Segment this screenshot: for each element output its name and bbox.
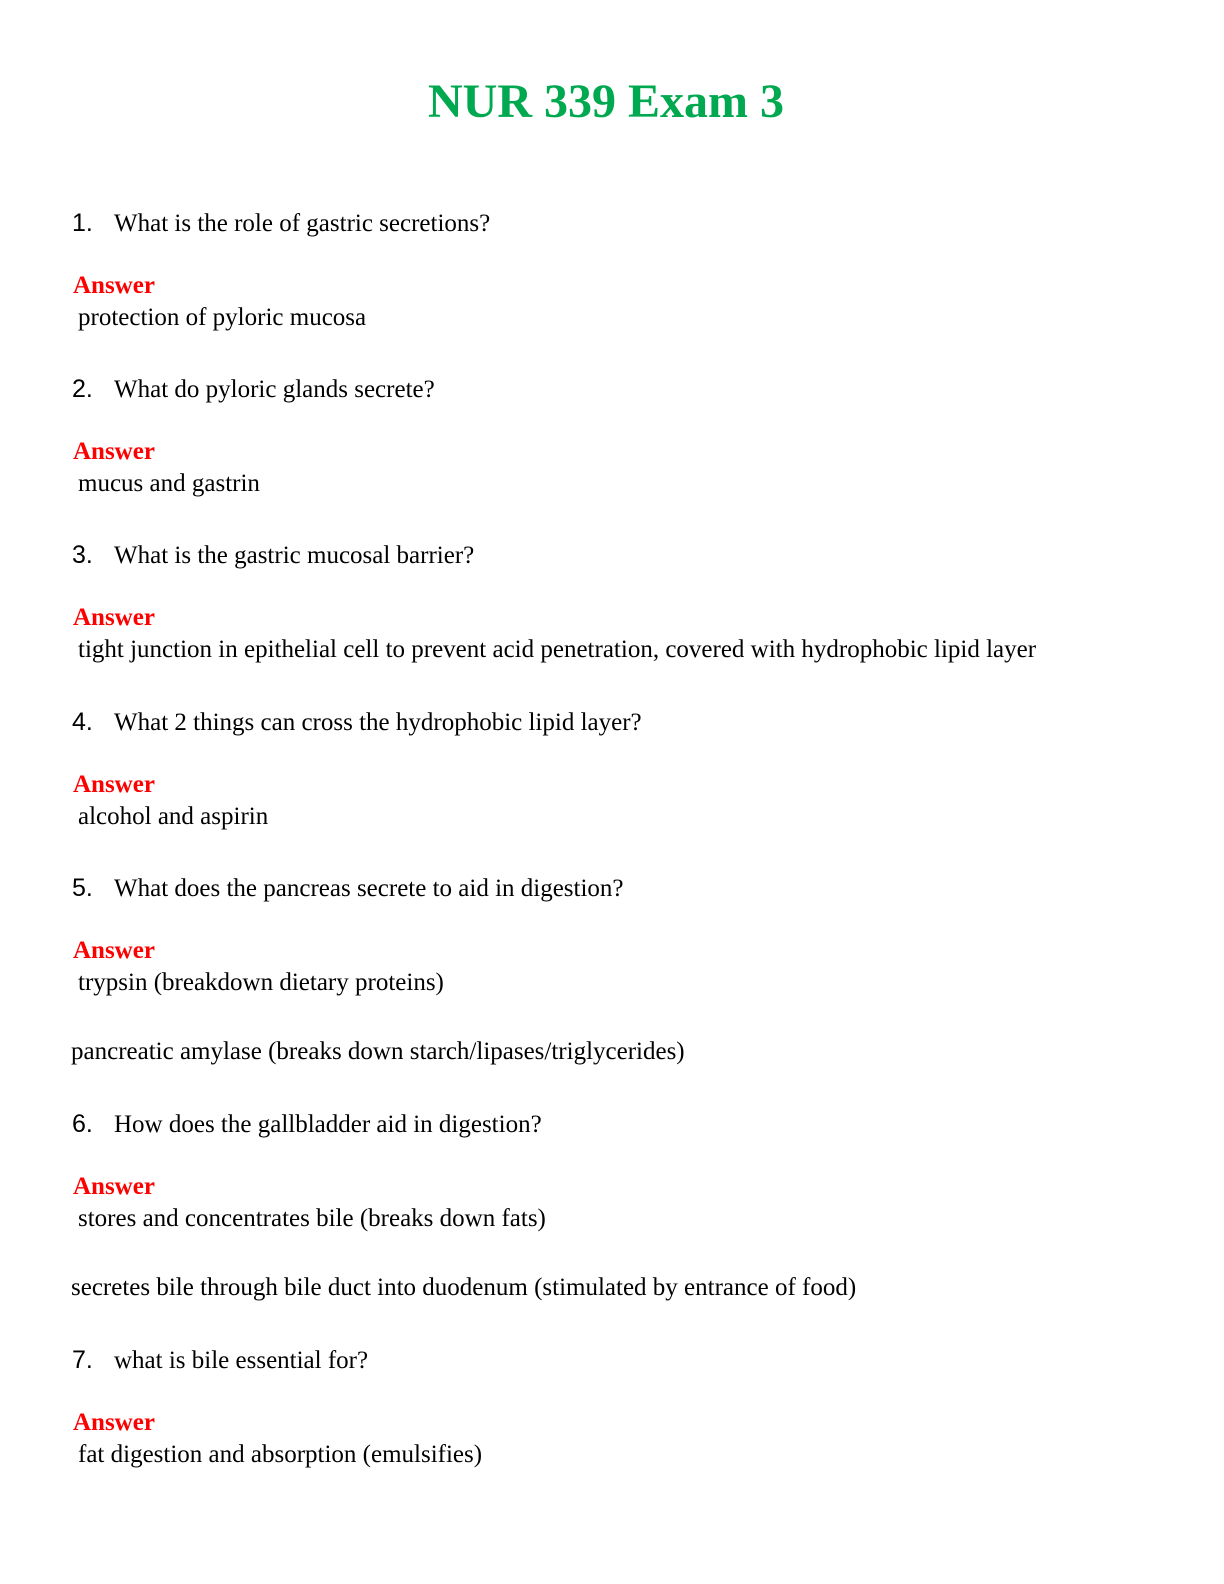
answer-text: mucus and gastrin bbox=[78, 470, 260, 497]
question-3 bbox=[72, 538, 474, 572]
question-4 bbox=[72, 705, 642, 739]
question-number: 1. bbox=[72, 209, 93, 237]
question-text: What does the pancreas secrete to aid in digestion? bbox=[114, 875, 624, 902]
question-text: What 2 things can cross the hydrophobic lipid layer? bbox=[114, 709, 642, 736]
answer-text: protection of pyloric mucosa bbox=[78, 304, 367, 331]
question-number: 3. bbox=[72, 541, 93, 569]
answer-text: tight junction in epithelial cell to prevent acid penetration, covered with hydrophobic lipid layer bbox=[78, 636, 1037, 663]
question-text: What do pyloric glands secrete? bbox=[114, 376, 435, 403]
question-5 bbox=[72, 871, 624, 905]
question-text: what is bile essential for? bbox=[114, 1347, 369, 1374]
question-number: 7. bbox=[72, 1346, 93, 1374]
question-2 bbox=[72, 372, 435, 406]
answer-label: Answer bbox=[73, 1409, 155, 1436]
answer-text: alcohol and aspirin bbox=[78, 803, 269, 830]
question-1 bbox=[72, 206, 490, 240]
question-text: How does the gallbladder aid in digestion? bbox=[114, 1111, 542, 1138]
question-number: 6. bbox=[72, 1110, 93, 1138]
question-text: What is the role of gastric secretions? bbox=[114, 210, 491, 237]
answer-text: stores and concentrates bile (breaks down fats) bbox=[78, 1205, 546, 1232]
answer-label: Answer bbox=[73, 438, 155, 465]
answer-label: Answer bbox=[73, 1173, 155, 1200]
answer-text: fat digestion and absorption (emulsifies) bbox=[78, 1441, 483, 1468]
answer-text-continued: secretes bile through bile duct into duodenum (stimulated by entrance of food) bbox=[71, 1274, 857, 1301]
question-6 bbox=[72, 1107, 542, 1141]
page-title: NUR 339 Exam 3 bbox=[428, 75, 784, 128]
question-number: 2. bbox=[72, 375, 93, 403]
answer-label: Answer bbox=[73, 604, 155, 631]
answer-label: Answer bbox=[73, 937, 155, 964]
answer-text-continued: pancreatic amylase (breaks down starch/lipases/triglycerides) bbox=[71, 1038, 685, 1065]
question-7 bbox=[72, 1343, 368, 1377]
question-number: 5. bbox=[72, 874, 93, 902]
question-text: What is the gastric mucosal barrier? bbox=[114, 542, 475, 569]
answer-label: Answer bbox=[73, 272, 155, 299]
answer-text: trypsin (breakdown dietary proteins) bbox=[78, 969, 444, 996]
answer-label: Answer bbox=[73, 771, 155, 798]
question-number: 4. bbox=[72, 708, 93, 736]
